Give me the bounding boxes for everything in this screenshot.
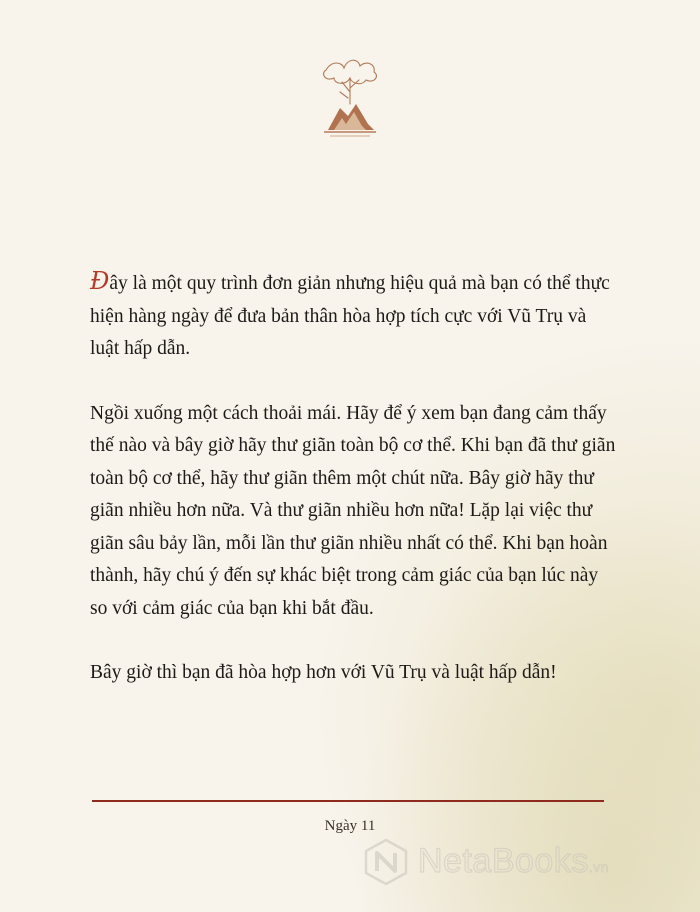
- tree-over-mountain-icon: [318, 52, 382, 148]
- paragraph-instructions: [90, 398, 620, 626]
- paragraph-intro: [90, 265, 620, 366]
- paragraph-text: ây là một quy trình đơn giản nhưng hiệu quả mà bạn có thể thực hiện hàng ngày để đưa bản thân hòa hợp tích cực với Vũ Trụ và luật hấp dẫn.: [90, 273, 610, 359]
- netabooks-logo-icon: [362, 838, 410, 886]
- watermark-text: [418, 842, 609, 881]
- drop-cap: Đ: [90, 267, 110, 295]
- paragraph-text: Bây giờ thì bạn đã hòa hợp hơn với Vũ Trụ và luật hấp dẫn!: [90, 662, 557, 683]
- body-text: [90, 265, 620, 722]
- paragraph-conclusion: [90, 657, 620, 690]
- watermark-brand: NetaBooks: [418, 842, 589, 880]
- watermark-suffix: .vn: [588, 859, 610, 875]
- footer-divider: [92, 800, 604, 802]
- day-label: Ngày 11: [324, 818, 376, 834]
- paragraph-text: Ngồi xuống một cách thoải mái. Hãy để ý xem bạn đang cảm thấy thế nào và bây giờ hãy thư giãn toàn bộ cơ thể. Khi bạn đã thư giãn toàn bộ cơ thể, hãy thư giãn thêm một chút nữa. Bây giờ hãy thư giãn nhiều hơn nữa. Và thư giãn nhiều hơn nữa! Lặp lại việc thư giãn sâu bảy lần, mỗi lần thư giãn nhiều nhất có thể. Khi bạn hoàn thành, hãy chú ý đến sự khác biệt trong cảm giác của bạn lúc này so với cảm giác của bạn khi bắt đầu.: [90, 402, 616, 619]
- watermark: [362, 836, 692, 896]
